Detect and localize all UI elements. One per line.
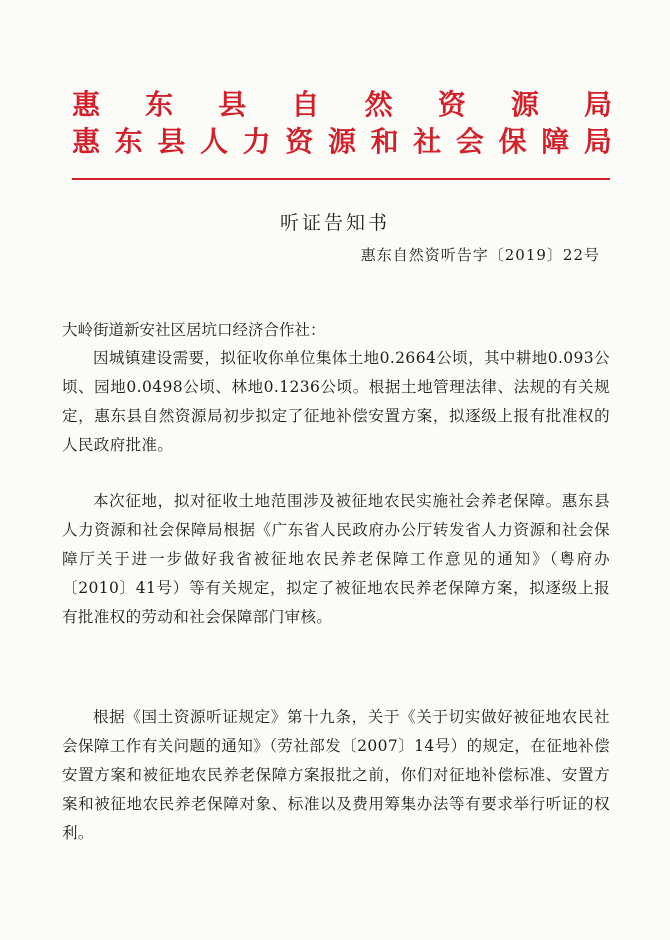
header-char: 局 bbox=[583, 125, 612, 158]
header-char: 局 bbox=[583, 88, 612, 121]
header-char: 资 bbox=[285, 125, 314, 158]
header-char: 源 bbox=[510, 88, 539, 121]
header-char: 县 bbox=[218, 88, 247, 121]
header-char: 力 bbox=[242, 125, 271, 158]
header-char: 惠 bbox=[72, 125, 101, 158]
header-char: 社 bbox=[413, 125, 442, 158]
issuer-header-1 bbox=[72, 83, 612, 123]
red-divider bbox=[72, 178, 610, 180]
issuer-header-2 bbox=[72, 120, 612, 160]
header-char: 然 bbox=[364, 88, 393, 121]
header-char: 资 bbox=[437, 88, 466, 121]
document-title: 听证告知书 bbox=[279, 212, 390, 234]
body-paragraph-3: 根据《国土资源听证规定》第十九条，关于《关于切实做好被征地农民社会保障工作有关问题的通知》（劳社部发〔2007〕14号）的规定，在征地补偿安置方案和被征地农民养老保障方案报批之前，你们对征地补偿标准、安置方案和被征地农民养老保障对象、标准以及费用筹集办法等有要求举行听证的权利。 bbox=[62, 708, 610, 842]
header-char: 自 bbox=[291, 88, 320, 121]
document-number: 惠东自然资听告字〔2019〕22号 bbox=[360, 246, 600, 264]
salutation: 大岭街道新安社区居坑口经济合作社： bbox=[62, 321, 326, 339]
header-char: 和 bbox=[370, 125, 399, 158]
body-paragraph-2: 本次征地，拟对征收土地范围涉及被征地农民实施社会养老保障。惠东县人力资源和社会保障局根据《广东省人民政府办公厅转发省人力资源和社会保障厅关于进一步做好我省被征地农民养老保障工作意见的通知》（粤府办〔2010〕41号）等有关规定，拟定了被征地农民养老保障方案，拟逐级上报有批准权的劳动和社会保障部门审核。 bbox=[62, 492, 610, 626]
header-char: 人 bbox=[199, 125, 228, 158]
header-char: 东 bbox=[145, 88, 174, 121]
header-char: 东 bbox=[114, 125, 143, 158]
header-char: 会 bbox=[455, 125, 484, 158]
body-paragraph-1: 因城镇建设需要，拟征收你单位集体土地0.2664公顷，其中耕地0.093公顷、园地0.0498公顷、林地0.1236公顷。根据土地管理法律、法规的有关规定，惠东县自然资源局初步拟定了征地补偿安置方案，拟逐级上报有批准权的人民政府批准。 bbox=[62, 349, 610, 454]
header-char: 障 bbox=[541, 125, 570, 158]
header-char: 保 bbox=[498, 125, 527, 158]
header-char: 惠 bbox=[72, 88, 101, 121]
header-char: 源 bbox=[327, 125, 356, 158]
header-char: 县 bbox=[157, 125, 186, 158]
